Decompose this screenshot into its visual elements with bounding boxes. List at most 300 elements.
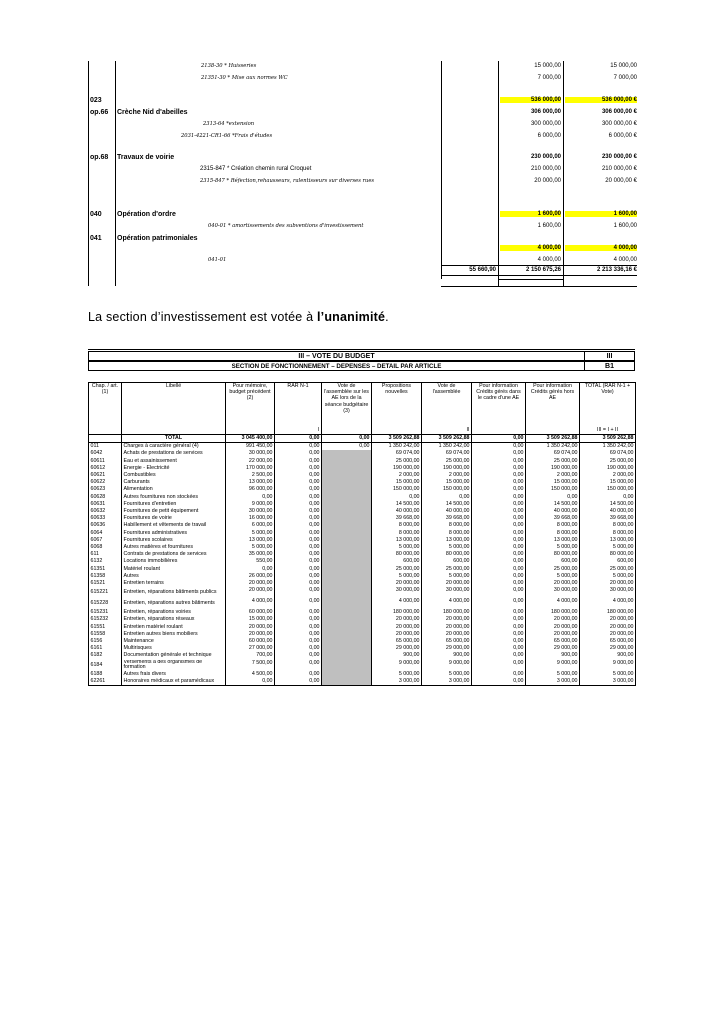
cell-value xyxy=(322,530,372,537)
cell-value: 14 500,00 xyxy=(422,501,472,508)
cell-value: 0,00 xyxy=(275,671,322,678)
article-label: Entretien matériel roulant xyxy=(122,624,226,631)
cell-value: 65 000,00 xyxy=(526,638,580,645)
cell-value xyxy=(322,508,372,515)
cell-value xyxy=(322,486,372,493)
article-label: Honoraires médicaux et paramédicaux xyxy=(122,678,226,686)
row-note: 21351-30 * Mise aux normes WC xyxy=(201,75,288,81)
cell-value: 0,00 xyxy=(472,645,526,652)
table-row xyxy=(89,566,636,573)
cell-value: 25 000,00 xyxy=(526,458,580,465)
cell-value: 0,00 xyxy=(275,660,322,671)
cell-value: 0,00 xyxy=(472,494,526,501)
cell-value: 3 000,00 xyxy=(372,678,422,686)
budget-rows xyxy=(89,435,636,686)
row-value-col1: 55 660,90 xyxy=(469,267,496,273)
column-rule xyxy=(88,61,89,286)
row-label: Travaux de voirie xyxy=(117,154,175,161)
cell-value: 180 000,00 xyxy=(422,609,472,616)
cell-value xyxy=(322,587,372,598)
row-value-col2: 306 000,00 xyxy=(530,109,561,115)
cell-value xyxy=(322,638,372,645)
cell-value xyxy=(322,573,372,580)
row-rule xyxy=(498,279,563,280)
cell-value: 8 000,00 xyxy=(422,522,472,529)
cell-value: 29 000,00 xyxy=(580,645,636,652)
table-row xyxy=(89,486,636,493)
cell-value: 20 000,00 xyxy=(580,616,636,623)
cell-value: 65 000,00 xyxy=(422,638,472,645)
vote-sentence xyxy=(88,310,389,324)
cell-value: 22 000,00 xyxy=(226,458,275,465)
cell-value: 14 500,00 xyxy=(526,501,580,508)
total-value: 3 509 262,88 xyxy=(580,435,636,443)
cell-value: 30 000,00 xyxy=(580,587,636,598)
cell-value: 0,00 xyxy=(275,486,322,493)
article-label: Alimentation xyxy=(122,486,226,493)
cell-value xyxy=(322,458,372,465)
cell-value: 5 000,00 xyxy=(422,544,472,551)
cell-value: 180 000,00 xyxy=(580,609,636,616)
cell-value: 0,00 xyxy=(275,645,322,652)
row-value-col2: 536 000,00 xyxy=(500,97,561,103)
cell-value: 0,00 xyxy=(472,530,526,537)
total-value: 0,00 xyxy=(472,435,526,443)
cell-value: 190 000,00 xyxy=(580,465,636,472)
table-row xyxy=(89,558,636,565)
table-row xyxy=(89,609,636,616)
cell-value: 4 000,00 xyxy=(422,598,472,609)
table-row xyxy=(89,472,636,479)
sentence-suffix: . xyxy=(385,310,389,324)
cell-value: 0,00 xyxy=(472,652,526,659)
cell-value: 0,00 xyxy=(275,678,322,686)
cell-value: 5 000,00 xyxy=(526,573,580,580)
cell-value: 0,00 xyxy=(275,624,322,631)
cell-value: 69 074,00 xyxy=(422,450,472,457)
cell-value: 96 000,00 xyxy=(226,486,275,493)
cell-value: 69 074,00 xyxy=(526,450,580,457)
cell-value: 7 500,00 xyxy=(226,660,275,671)
budget-corner-page: B1 xyxy=(585,361,635,371)
cell-value: 0,00 xyxy=(472,443,526,451)
cell-value: 190 000,00 xyxy=(372,465,422,472)
cell-value: 0,00 xyxy=(472,624,526,631)
cell-value: 39 668,00 xyxy=(422,515,472,522)
row-value-col3: 306 000,00 € xyxy=(601,109,637,115)
cell-value: 25 000,00 xyxy=(372,566,422,573)
row-value-col3: 536 000,00 € xyxy=(565,97,637,103)
cell-value: 8 000,00 xyxy=(372,530,422,537)
article-label: Multirisques xyxy=(122,645,226,652)
cell-value: 39 668,00 xyxy=(526,515,580,522)
cell-value: 39 668,00 xyxy=(372,515,422,522)
cell-value: 14 500,00 xyxy=(372,501,422,508)
cell-value xyxy=(322,566,372,573)
cell-value: 80 000,00 xyxy=(422,551,472,558)
row-value-col3: 230 000,00 € xyxy=(601,154,637,160)
cell-value: 0,00 xyxy=(275,609,322,616)
cell-value: 20 000,00 xyxy=(526,616,580,623)
row-note: 2315-847 * Réfection,rehausseurs, ralentisseurs sur diverses rues xyxy=(200,178,375,184)
row-value-col2: 15 000,00 xyxy=(534,63,561,69)
table-row xyxy=(89,515,636,522)
column-subheader xyxy=(89,427,122,435)
row-value-col3: 20 000,00 € xyxy=(605,178,637,184)
article-code: 60623 xyxy=(89,486,122,493)
row-note: 2315-847 * Création chemin rural Croquet xyxy=(200,166,312,172)
article-code: 61558 xyxy=(89,631,122,638)
cell-value xyxy=(322,558,372,565)
table-row xyxy=(89,537,636,544)
article-code: 6188 xyxy=(89,671,122,678)
cell-value: 0,00 xyxy=(275,573,322,580)
cell-value xyxy=(322,671,372,678)
row-value-col3: 300 000,00 € xyxy=(601,121,637,127)
article-code: 6182 xyxy=(89,652,122,659)
cell-value: 5 000,00 xyxy=(526,544,580,551)
article-code: 60631 xyxy=(89,501,122,508)
cell-value: 0,00 xyxy=(472,551,526,558)
cell-value: 150 000,00 xyxy=(580,486,636,493)
cell-value: 30 000,00 xyxy=(422,587,472,598)
cell-value: 80 000,00 xyxy=(526,551,580,558)
cell-value: 3 000,00 xyxy=(580,678,636,686)
budget-detail-table xyxy=(88,382,636,686)
cell-value: 9 000,00 xyxy=(580,660,636,671)
article-code: 615221 xyxy=(89,587,122,598)
cell-value: 20 000,00 xyxy=(526,580,580,587)
article-code: 60612 xyxy=(89,465,122,472)
cell-value: 26 000,00 xyxy=(226,573,275,580)
cell-value: 20 000,00 xyxy=(226,587,275,598)
cell-value: 0,00 xyxy=(275,501,322,508)
cell-value: 0,00 xyxy=(472,479,526,486)
cell-value: 25 000,00 xyxy=(422,566,472,573)
article-code: 615232 xyxy=(89,616,122,623)
cell-value: 8 000,00 xyxy=(580,522,636,529)
article-label: Fournitures administratives xyxy=(122,530,226,537)
article-label: Habillement et vêtements de travail xyxy=(122,522,226,529)
row-value-col2: 4 000,00 xyxy=(537,257,561,263)
cell-value: 8 000,00 xyxy=(422,530,472,537)
cell-value xyxy=(322,551,372,558)
budget-corner-section: III xyxy=(585,351,635,361)
cell-value: 900,00 xyxy=(580,652,636,659)
article-code: 61358 xyxy=(89,573,122,580)
row-code: 041 xyxy=(90,235,102,242)
row-value-col2: 20 000,00 xyxy=(534,178,561,184)
article-code: 6184 xyxy=(89,660,122,671)
cell-value: 80 000,00 xyxy=(580,551,636,558)
cell-value: 8 000,00 xyxy=(580,530,636,537)
column-header: Vote de l'assemblée sur les AE lors de la séance budgétaire (3) xyxy=(322,383,372,428)
total-value: 0,00 xyxy=(322,435,372,443)
article-label: Carburants xyxy=(122,479,226,486)
cell-value: 20 000,00 xyxy=(526,624,580,631)
cell-value: 0,00 xyxy=(472,544,526,551)
article-code: 6132 xyxy=(89,558,122,565)
article-code: 6161 xyxy=(89,645,122,652)
cell-value: 9 000,00 xyxy=(372,660,422,671)
row-label: Opération d'ordre xyxy=(117,211,176,218)
cell-value: 0,00 xyxy=(275,580,322,587)
article-label: Entretien, réparations bâtiments publics xyxy=(122,587,226,598)
cell-value: 5 000,00 xyxy=(372,573,422,580)
cell-value: 190 000,00 xyxy=(526,465,580,472)
cell-value: 900,00 xyxy=(422,652,472,659)
total-art xyxy=(89,435,122,443)
article-code: 60621 xyxy=(89,472,122,479)
cell-value: 15 000,00 xyxy=(422,479,472,486)
cell-value: 65 000,00 xyxy=(372,638,422,645)
cell-value: 0,00 xyxy=(226,494,275,501)
row-label: Opération patrimoniales xyxy=(117,235,198,242)
cell-value: 20 000,00 xyxy=(422,580,472,587)
cell-value: 0,00 xyxy=(472,515,526,522)
cell-value xyxy=(322,515,372,522)
article-code: 62261 xyxy=(89,678,122,686)
cell-value: 80 000,00 xyxy=(372,551,422,558)
table-row xyxy=(89,544,636,551)
cell-value: 9 000,00 xyxy=(226,501,275,508)
cell-value: 0,00 xyxy=(472,609,526,616)
cell-value xyxy=(322,624,372,631)
table-row xyxy=(89,652,636,659)
cell-value: 1 350 242,00 xyxy=(580,443,636,451)
column-subheader xyxy=(226,427,275,435)
cell-value xyxy=(322,609,372,616)
cell-value: 150 000,00 xyxy=(372,486,422,493)
article-code: 60628 xyxy=(89,494,122,501)
article-label: Entretien, réparations réseaux xyxy=(122,616,226,623)
cell-value: 13 000,00 xyxy=(226,537,275,544)
row-value-col2: 6 000,00 xyxy=(537,133,561,139)
cell-value: 0,00 xyxy=(472,472,526,479)
cell-value: 20 000,00 xyxy=(580,624,636,631)
cell-value xyxy=(322,465,372,472)
cell-value: 8 000,00 xyxy=(526,522,580,529)
cell-value: 20 000,00 xyxy=(372,580,422,587)
cell-value: 0,00 xyxy=(322,443,372,451)
column-header: Chap. / art. (1) xyxy=(89,383,122,428)
cell-value: 69 074,00 xyxy=(372,450,422,457)
cell-value xyxy=(322,472,372,479)
article-code: 6156 xyxy=(89,638,122,645)
cell-value: 0,00 xyxy=(226,566,275,573)
article-label: Fournitures d'entretien xyxy=(122,501,226,508)
cell-value xyxy=(322,678,372,686)
cell-value: 0,00 xyxy=(472,573,526,580)
cell-value: 0,00 xyxy=(275,566,322,573)
cell-value: 0,00 xyxy=(472,616,526,623)
cell-value xyxy=(322,501,372,508)
cell-value: 5 000,00 xyxy=(422,573,472,580)
cell-value: 600,00 xyxy=(372,558,422,565)
cell-value: 2 500,00 xyxy=(226,472,275,479)
cell-value: 30 000,00 xyxy=(372,587,422,598)
cell-value: 0,00 xyxy=(422,494,472,501)
column-subheader xyxy=(372,427,422,435)
budget-table-header xyxy=(88,351,635,373)
cell-value: 20 000,00 xyxy=(372,624,422,631)
article-label: Entretien terrains xyxy=(122,580,226,587)
total-row xyxy=(89,435,636,443)
cell-value: 5 000,00 xyxy=(580,573,636,580)
cell-value: 0,00 xyxy=(472,537,526,544)
row-value-col3: 4 000,00 xyxy=(613,257,637,263)
cell-value: 0,00 xyxy=(472,587,526,598)
column-header: Pour mémoire, budget précédent (2) xyxy=(226,383,275,428)
article-label: Locations immobilières xyxy=(122,558,226,565)
article-label: Combustibles xyxy=(122,472,226,479)
cell-value: 13 000,00 xyxy=(226,479,275,486)
cell-value: 0,00 xyxy=(275,544,322,551)
article-code: 60632 xyxy=(89,508,122,515)
cell-value: 20 000,00 xyxy=(226,631,275,638)
cell-value: 20 000,00 xyxy=(422,624,472,631)
cell-value xyxy=(322,652,372,659)
cell-value: 69 074,00 xyxy=(580,450,636,457)
article-label: Fournitures de petit équipement xyxy=(122,508,226,515)
article-code: 615228 xyxy=(89,598,122,609)
column-subheader: I xyxy=(275,427,322,435)
cell-value: 29 000,00 xyxy=(422,645,472,652)
column-header: RAR N-1 xyxy=(275,383,322,428)
column-header: Pour information Crédits gérés hors AE xyxy=(526,383,580,428)
row-note: 2313-64 *extension xyxy=(203,121,255,127)
cell-value: 40 000,00 xyxy=(372,508,422,515)
cell-value: 0,00 xyxy=(275,558,322,565)
cell-value: 20 000,00 xyxy=(226,624,275,631)
cell-value xyxy=(322,450,372,457)
cell-value: 0,00 xyxy=(526,494,580,501)
cell-value: 0,00 xyxy=(275,465,322,472)
column-header: Propositions nouvelles xyxy=(372,383,422,428)
cell-value: 5 000,00 xyxy=(226,530,275,537)
article-label: Achats de prestations de services xyxy=(122,450,226,457)
article-code: 011 xyxy=(89,443,122,451)
cell-value: 0,00 xyxy=(472,638,526,645)
table-row xyxy=(89,587,636,598)
row-code: 023 xyxy=(90,97,102,104)
row-value-col3: 1 600,00 xyxy=(565,211,637,217)
cell-value: 27 000,00 xyxy=(226,645,275,652)
cell-value: 0,00 xyxy=(275,530,322,537)
cell-value: 0,00 xyxy=(472,508,526,515)
cell-value: 6 000,00 xyxy=(226,522,275,529)
row-value-col2: 300 000,00 xyxy=(530,121,561,127)
budget-subtitle: SECTION DE FONCTIONNEMENT – DEPENSES – DETAIL PAR ARTICLE xyxy=(88,361,585,371)
cell-value: 5 000,00 xyxy=(580,671,636,678)
cell-value: 13 000,00 xyxy=(372,537,422,544)
table-row xyxy=(89,458,636,465)
cell-value xyxy=(322,537,372,544)
table-row xyxy=(89,465,636,472)
cell-value: 20 000,00 xyxy=(422,616,472,623)
cell-value: 0,00 xyxy=(472,486,526,493)
cell-value: 0,00 xyxy=(275,472,322,479)
cell-value: 25 000,00 xyxy=(580,458,636,465)
row-value-col3: 7 000,00 xyxy=(613,75,637,81)
cell-value: 14 500,00 xyxy=(580,501,636,508)
article-code: 60622 xyxy=(89,479,122,486)
row-note: 041-01 xyxy=(208,257,227,263)
table-row xyxy=(89,494,636,501)
row-value-col3: 4 000,00 xyxy=(565,245,637,251)
cell-value xyxy=(322,522,372,529)
cell-value xyxy=(322,580,372,587)
table-row xyxy=(89,508,636,515)
cell-value: 991 450,00 xyxy=(226,443,275,451)
cell-value: 4 000,00 xyxy=(226,598,275,609)
row-code: op.66 xyxy=(90,109,109,116)
table-row xyxy=(89,645,636,652)
article-label: Entretien, réparations voiries xyxy=(122,609,226,616)
cell-value xyxy=(322,616,372,623)
article-label: Entretien, réparations autres bâtiments xyxy=(122,598,226,609)
cell-value: 8 000,00 xyxy=(372,522,422,529)
article-label: Autres matières et fournitures xyxy=(122,544,226,551)
table-row xyxy=(89,580,636,587)
cell-value: 30 000,00 xyxy=(226,450,275,457)
cell-value: 1 350 242,00 xyxy=(372,443,422,451)
row-note: 040-01 * amortissements des subventions d'investissement xyxy=(208,223,364,229)
row-value-col2: 1 600,00 xyxy=(537,223,561,229)
article-code: 6068 xyxy=(89,544,122,551)
cell-value: 20 000,00 xyxy=(372,616,422,623)
article-label: Autres xyxy=(122,573,226,580)
cell-value: 180 000,00 xyxy=(372,609,422,616)
cell-value: 5 000,00 xyxy=(422,671,472,678)
table-row xyxy=(89,671,636,678)
cell-value: 2 000,00 xyxy=(580,472,636,479)
table-row xyxy=(89,443,636,451)
article-label: Documentation générale et technique xyxy=(122,652,226,659)
column-rule xyxy=(115,61,116,286)
cell-value: 0,00 xyxy=(472,671,526,678)
cell-value xyxy=(322,631,372,638)
row-value-col2: 4 000,00 xyxy=(500,245,561,251)
cell-value: 30 000,00 xyxy=(226,508,275,515)
row-value-col3: 210 000,00 € xyxy=(601,166,637,172)
cell-value: 25 000,00 xyxy=(372,458,422,465)
article-label: Eau et assainissement xyxy=(122,458,226,465)
cell-value: 0,00 xyxy=(472,580,526,587)
article-code: 6064 xyxy=(89,530,122,537)
cell-value: 40 000,00 xyxy=(422,508,472,515)
table-row xyxy=(89,638,636,645)
cell-value: 600,00 xyxy=(580,558,636,565)
cell-value: 0,00 xyxy=(472,522,526,529)
column-rule xyxy=(563,61,564,286)
row-value-col3: 6 000,00 € xyxy=(608,133,637,139)
cell-value xyxy=(322,660,372,671)
cell-value xyxy=(322,645,372,652)
cell-value xyxy=(322,544,372,551)
cell-value: 0,00 xyxy=(472,501,526,508)
cell-value: 0,00 xyxy=(472,465,526,472)
cell-value: 25 000,00 xyxy=(526,566,580,573)
cell-value: 2 000,00 xyxy=(526,472,580,479)
article-label: Autres frais divers xyxy=(122,671,226,678)
cell-value: 1 350 242,00 xyxy=(422,443,472,451)
column-subheader: III = I + II xyxy=(580,427,636,435)
row-value-col3: 2 213 336,16 € xyxy=(596,267,637,273)
article-code: 61551 xyxy=(89,624,122,631)
cell-value: 150 000,00 xyxy=(526,486,580,493)
total-label: TOTAL xyxy=(122,435,226,443)
